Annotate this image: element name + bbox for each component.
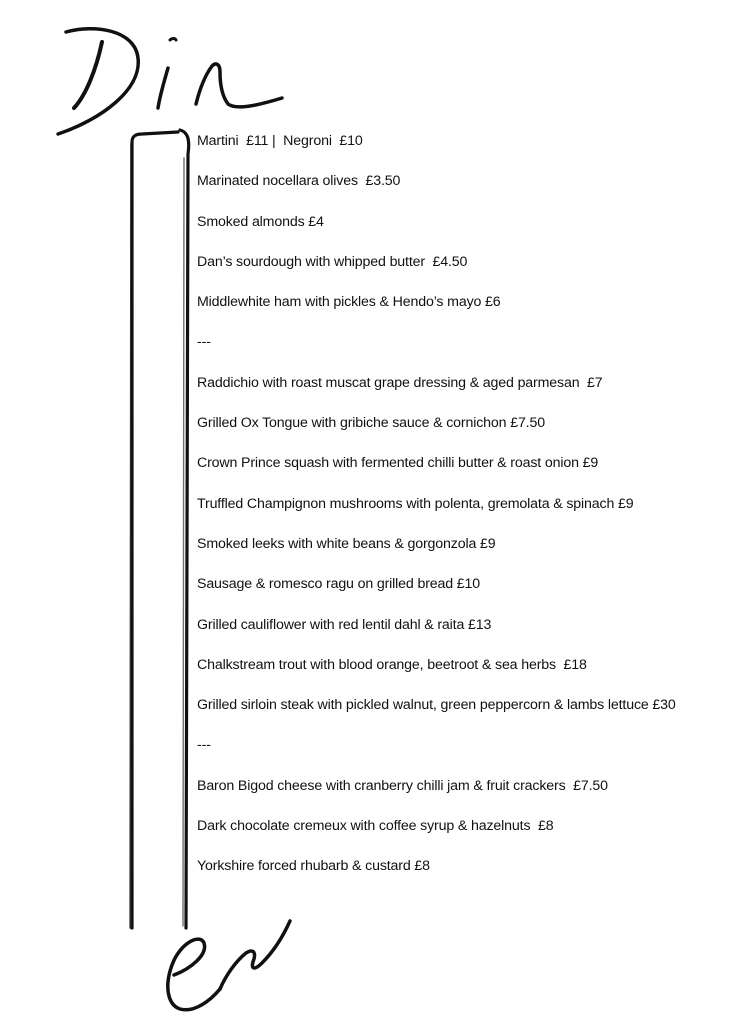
- menu-item-martini-negroni: Martini £11 | Negroni £10: [197, 133, 363, 149]
- menu-item-sirloin: Grilled sirloin steak with pickled walnut, green peppercorn & lambs lettuce £30: [197, 697, 676, 714]
- menu-item-chocolate: Dark chocolate cremeux with coffee syrup & hazelnuts £8: [197, 818, 554, 835]
- menu-section-divider: ---: [197, 737, 211, 754]
- menu-item-squash: Crown Prince squash with fermented chilli butter & roast onion £9: [197, 455, 599, 472]
- menu-item-sausage: Sausage & romesco ragu on grilled bread £10: [197, 576, 481, 593]
- menu-section-divider: ---: [197, 334, 211, 351]
- menu-item-olives: Marinated nocellara olives £3.50: [197, 173, 401, 190]
- menu-item-mushrooms: Truffled Champignon mushrooms with polenta, gremolata & spinach £9: [197, 495, 634, 512]
- menu-item-ox-tongue: Grilled Ox Tongue with gribiche sauce & cornichon £7.50: [197, 415, 545, 432]
- menu-item-cauliflower: Grilled cauliflower with red lentil dahl & raita £13: [197, 616, 492, 633]
- menu-item-sourdough: Dan’s sourdough with whipped butter £4.50: [197, 253, 468, 270]
- menu-item-cheese: Baron Bigod cheese with cranberry chilli jam & fruit crackers £7.50: [197, 777, 608, 794]
- menu-list: [197, 130, 737, 896]
- logo-handwritten-er: [150, 905, 310, 1030]
- menu-frame-decoration: [118, 128, 200, 933]
- menu-item-leeks: Smoked leeks with white beans & gorgonzola £9: [197, 535, 496, 552]
- menu-item-rhubarb: Yorkshire forced rhubarb & custard £8: [197, 858, 430, 875]
- menu-item-trout: Chalkstream trout with blood orange, beetroot & sea herbs £18: [197, 656, 587, 673]
- menu-item-raddichio: Raddichio with roast muscat grape dressing & aged parmesan £7: [197, 374, 603, 391]
- menu-item-almonds: Smoked almonds £4: [197, 213, 324, 230]
- menu-item-ham: Middlewhite ham with pickles & Hendo’s mayo £6: [197, 294, 501, 311]
